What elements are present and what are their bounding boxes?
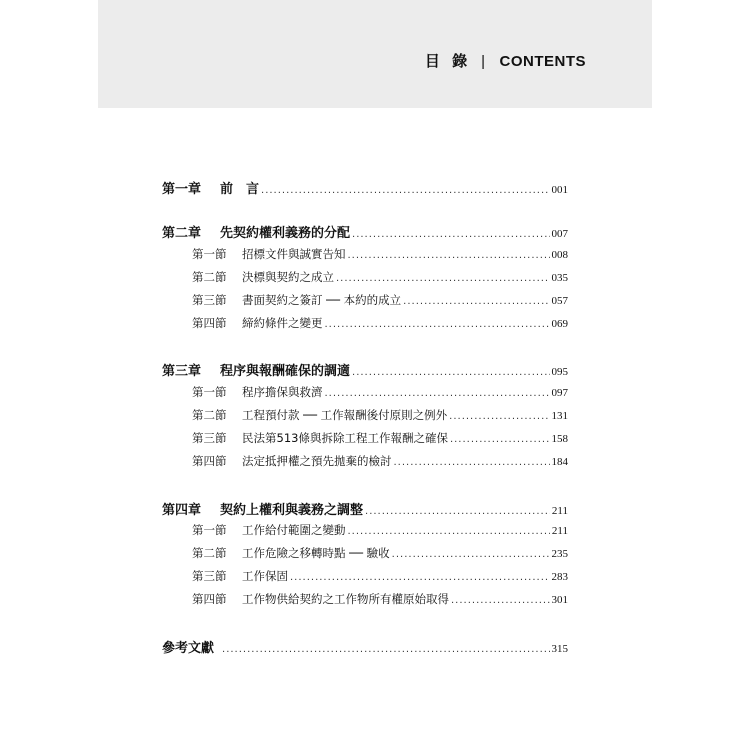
- chapter-title: 程序與報酬確保的調適: [220, 364, 351, 379]
- references-title: 參考文獻: [162, 641, 215, 656]
- section-label: 第一節: [192, 523, 227, 537]
- section-label: 第四節: [192, 592, 227, 606]
- section-label: 第三節: [192, 431, 227, 445]
- page-number: 007: [551, 228, 568, 240]
- dot-leader: [450, 434, 550, 445]
- page-number: 158: [551, 433, 568, 445]
- chapter-label: 第三章: [162, 364, 202, 379]
- toc-section[interactable]: [192, 568, 568, 584]
- dot-leader: [325, 388, 550, 399]
- dot-leader: [403, 296, 549, 307]
- dot-leader: [449, 411, 549, 422]
- page-number: 315: [551, 643, 568, 655]
- page-number: 035: [551, 272, 568, 284]
- section-title: 締約條件之變更: [242, 316, 323, 330]
- section-title: 法定抵押權之預先拋棄的檢討: [242, 454, 392, 468]
- chapter-title: 前 言: [220, 182, 260, 197]
- page-number: 301: [551, 594, 568, 606]
- page-number: 235: [551, 548, 568, 560]
- page-number: 184: [551, 456, 568, 468]
- section-label: 第二節: [192, 270, 227, 284]
- table-of-contents: [98, 0, 652, 750]
- page-number: 211: [551, 525, 568, 537]
- section-label: 第四節: [192, 454, 227, 468]
- chapter-title: 先契約權利義務的分配: [220, 226, 351, 241]
- section-label: 第一節: [192, 385, 227, 399]
- toc-section[interactable]: [192, 453, 568, 469]
- section-title: 程序擔保與救濟: [242, 385, 323, 399]
- section-label: 第二節: [192, 546, 227, 560]
- toc-section[interactable]: [192, 269, 568, 285]
- toc-section[interactable]: [192, 545, 568, 561]
- section-title: 工程預付款 ── 工作報酬後付原則之例外: [242, 408, 448, 422]
- dot-leader: [451, 595, 550, 606]
- section-label: 第二節: [192, 408, 227, 422]
- toc-chapter-1[interactable]: [162, 178, 568, 197]
- page-number: 008: [551, 249, 568, 261]
- toc-section[interactable]: [192, 522, 568, 538]
- section-title: 招標文件與誠實告知: [242, 247, 346, 261]
- section-label: 第三節: [192, 293, 227, 307]
- toc-section[interactable]: [192, 407, 568, 423]
- toc-section[interactable]: [192, 315, 568, 331]
- page-number: 283: [551, 571, 568, 583]
- toc-references[interactable]: [162, 637, 568, 656]
- title-english: CONTENTS: [499, 53, 586, 70]
- chapter-label: 第一章: [162, 182, 202, 197]
- toc-section[interactable]: [192, 430, 568, 446]
- page-number: 057: [551, 295, 568, 307]
- page-number: 131: [551, 410, 568, 422]
- toc-chapter-4[interactable]: [162, 499, 568, 518]
- toc-chapter-3[interactable]: [162, 360, 568, 379]
- dot-leader: [392, 549, 550, 560]
- section-title: 民法第513條與拆除工程工作報酬之確保: [242, 431, 448, 445]
- dot-leader: [290, 572, 550, 583]
- chapter-label: 第四章: [162, 503, 202, 518]
- page-number: 069: [551, 318, 568, 330]
- title-separator: |: [481, 53, 486, 70]
- section-title: 書面契約之簽訂 ── 本約的成立: [242, 293, 402, 307]
- toc-section[interactable]: [192, 246, 568, 262]
- section-title: 工作物供給契約之工作物所有權原始取得: [242, 592, 449, 606]
- dot-leader: [222, 644, 549, 655]
- dot-leader: [336, 273, 550, 284]
- toc-section[interactable]: [192, 292, 568, 308]
- dot-leader: [352, 229, 549, 240]
- page-number: 095: [551, 366, 568, 378]
- toc-chapter-2[interactable]: [162, 222, 568, 241]
- book-page: [98, 0, 652, 750]
- toc-section[interactable]: [192, 591, 568, 607]
- page-number: 211: [551, 505, 568, 517]
- chapter-title: 契約上權利與義務之調整: [220, 503, 364, 518]
- dot-leader: [261, 185, 549, 196]
- dot-leader: [352, 367, 549, 378]
- dot-leader: [325, 319, 550, 330]
- section-title: 工作保固: [242, 569, 288, 583]
- dot-leader: [365, 506, 550, 517]
- page-number: 001: [551, 184, 568, 196]
- section-label: 第一節: [192, 247, 227, 261]
- title-chinese: 目 錄: [424, 53, 472, 70]
- section-label: 第四節: [192, 316, 227, 330]
- section-title: 決標與契約之成立: [242, 270, 334, 284]
- page-number: 097: [551, 387, 568, 399]
- section-label: 第三節: [192, 569, 227, 583]
- dot-leader: [394, 457, 550, 468]
- dot-leader: [348, 526, 550, 537]
- dot-leader: [348, 250, 550, 261]
- section-title: 工作危險之移轉時點 ── 驗收: [242, 546, 390, 560]
- chapter-label: 第二章: [162, 226, 202, 241]
- section-title: 工作給付範圍之變動: [242, 523, 346, 537]
- toc-section[interactable]: [192, 384, 568, 400]
